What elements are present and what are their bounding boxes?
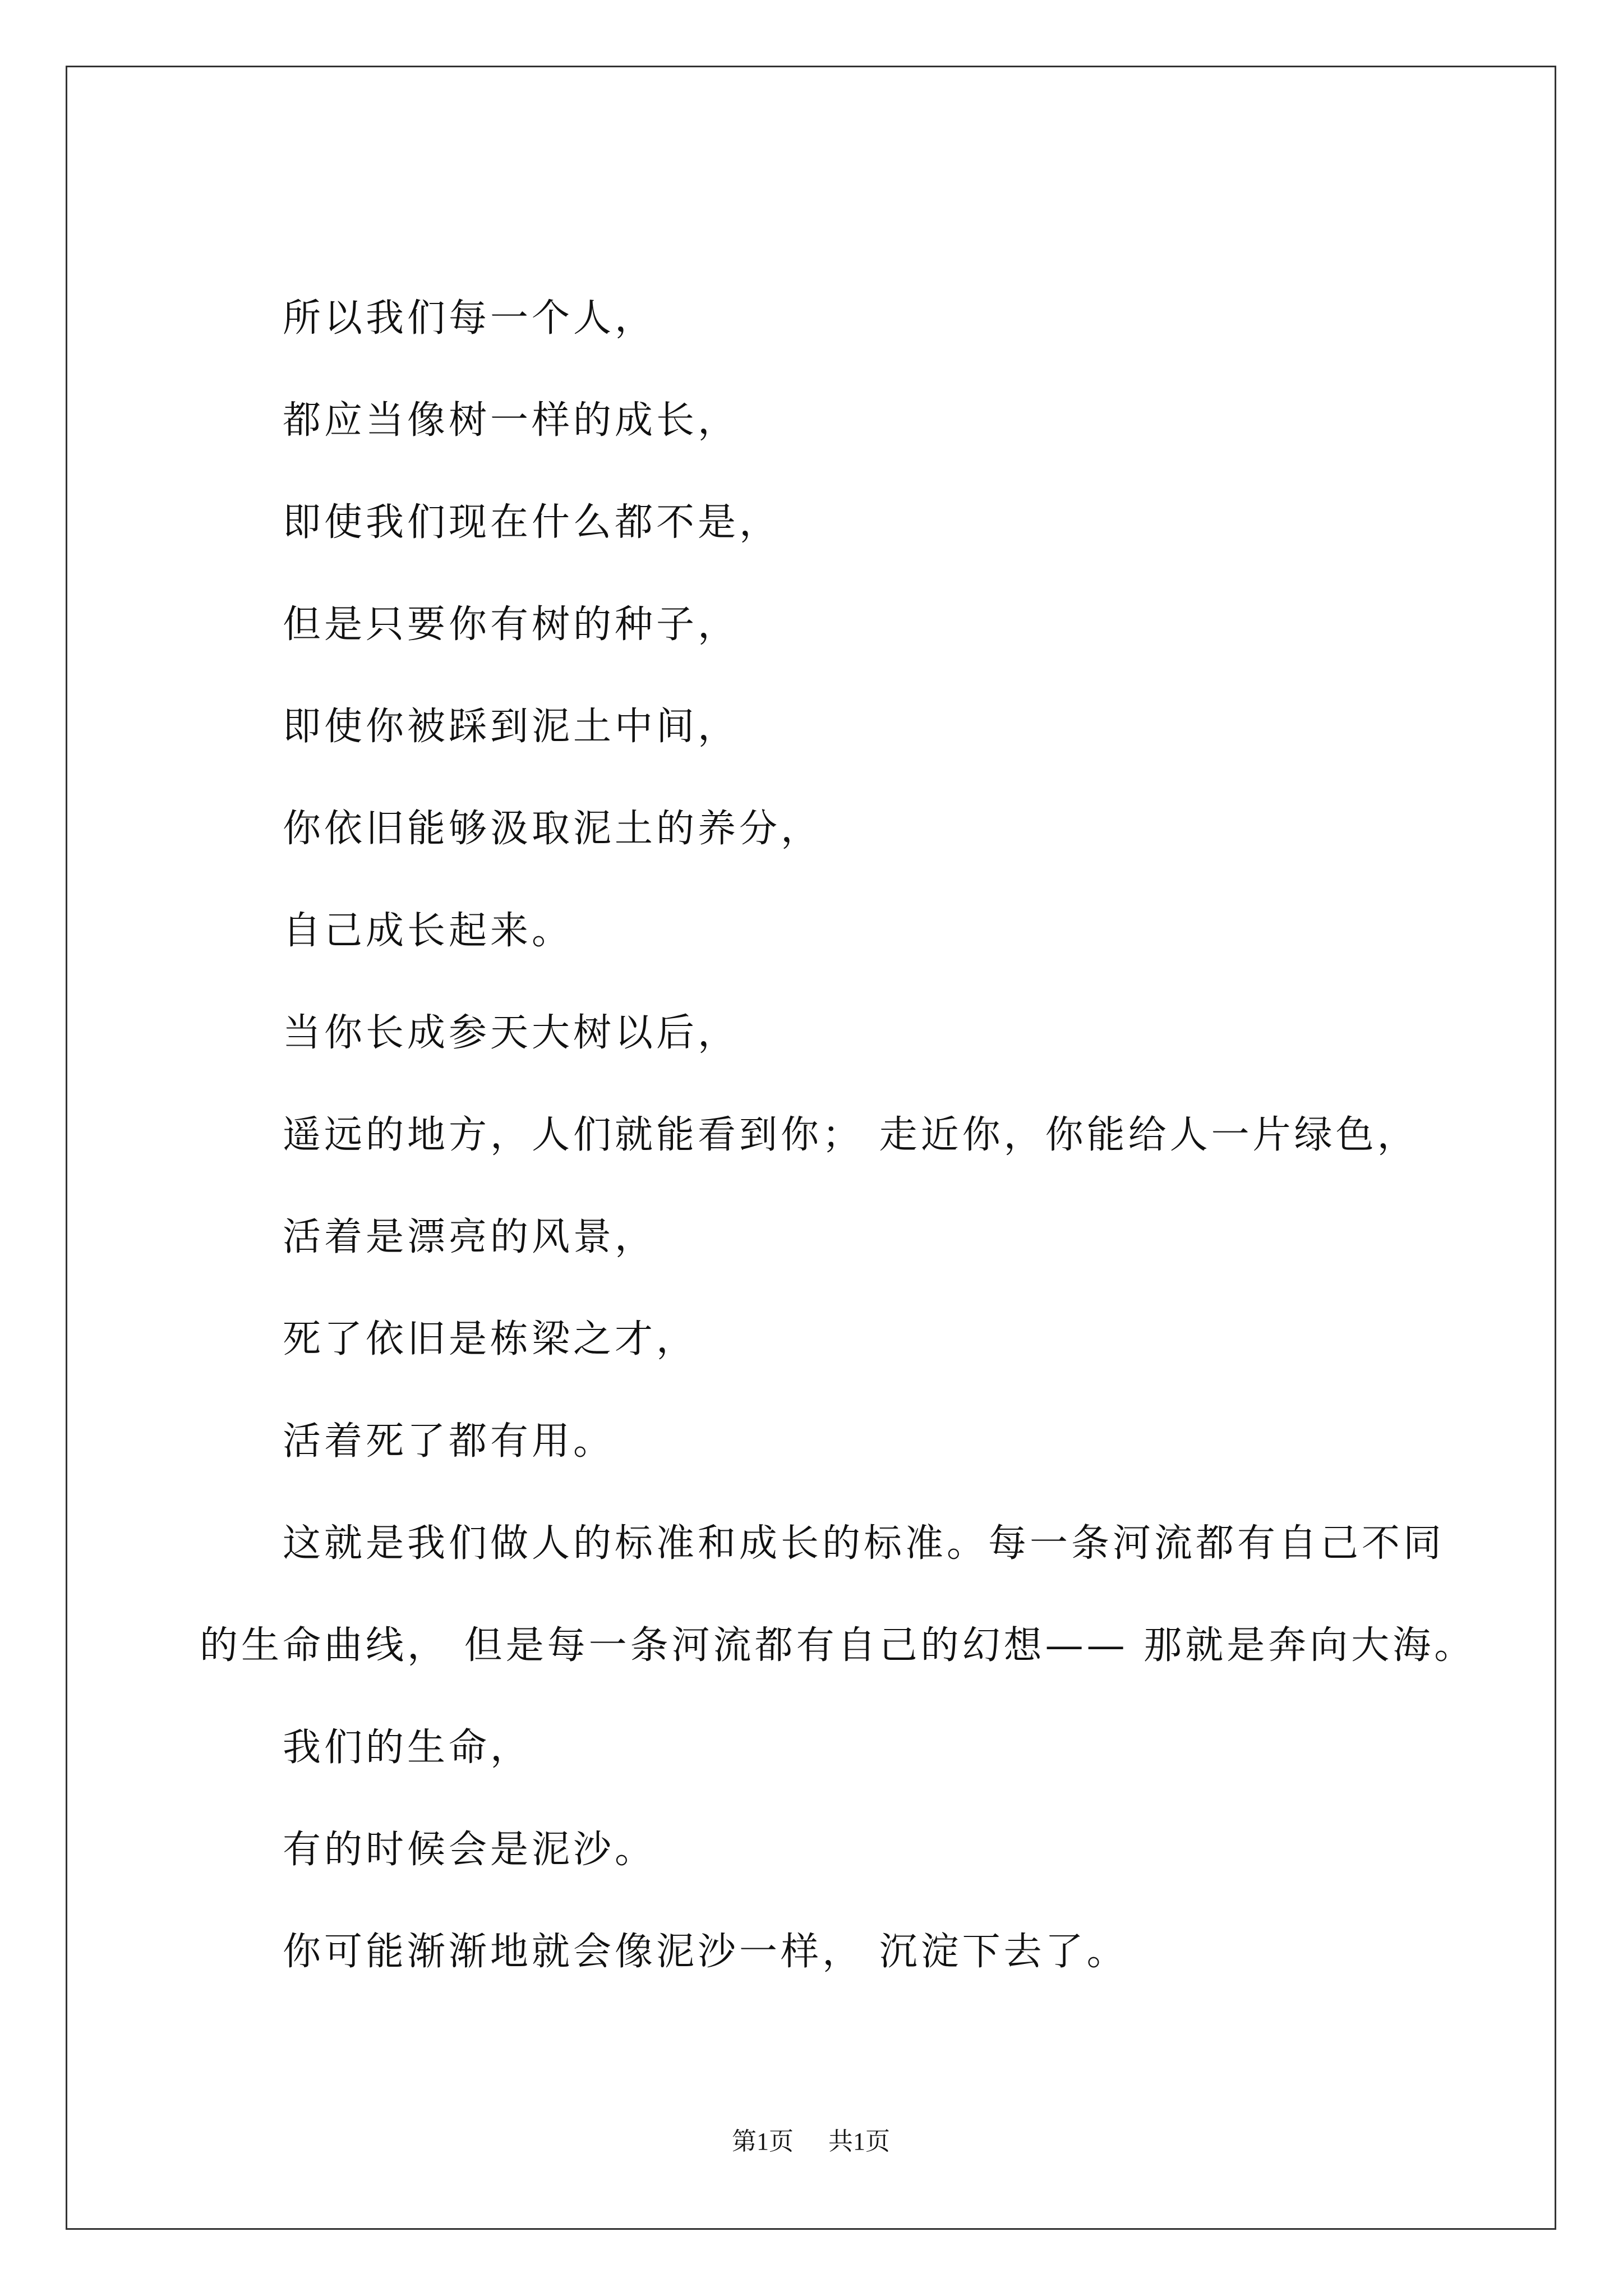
page-frame — [66, 66, 1556, 2230]
text-line: 所以我们每一个人， — [283, 296, 657, 341]
page-number: 第1页 — [732, 2128, 794, 2155]
text-line: 自己成长起来。 — [283, 909, 574, 953]
page-footer — [67, 2125, 1555, 2159]
text-line: 都应当像树一样的成长， — [283, 398, 740, 443]
text-line: 这就是我们做人的标准和成长的标准。每一条河流都有自己不同 — [283, 1521, 1445, 1566]
text-line: 有的时候会是泥沙。 — [283, 1828, 657, 1872]
text-line: 当你长成参天大树以后， — [283, 1011, 740, 1055]
text-line: 活着死了都有用。 — [283, 1419, 615, 1464]
text-line: 我们的生命， — [283, 1726, 532, 1770]
text-line: 死了依旧是栋梁之才， — [283, 1317, 698, 1361]
text-line: 的生命曲线， 但是每一条河流都有自己的幻想—— 那就是奔向大海。 — [200, 1623, 1476, 1668]
document-body — [67, 67, 1555, 2228]
text-line: 遥远的地方，人们就能看到你； 走近你，你能给人一片绿色， — [283, 1113, 1419, 1157]
text-line: 你可能渐渐地就会像泥沙一样， 沉淀下去了。 — [283, 1930, 1128, 1974]
text-line: 你依旧能够汲取泥土的养分， — [283, 807, 823, 851]
page-total: 共1页 — [828, 2128, 890, 2155]
text-line: 即使你被踩到泥土中间， — [283, 705, 740, 749]
text-line: 即使我们现在什么都不是， — [283, 500, 781, 545]
text-line: 活着是漂亮的风景， — [283, 1215, 657, 1259]
text-line: 但是只要你有树的种子， — [283, 602, 740, 647]
